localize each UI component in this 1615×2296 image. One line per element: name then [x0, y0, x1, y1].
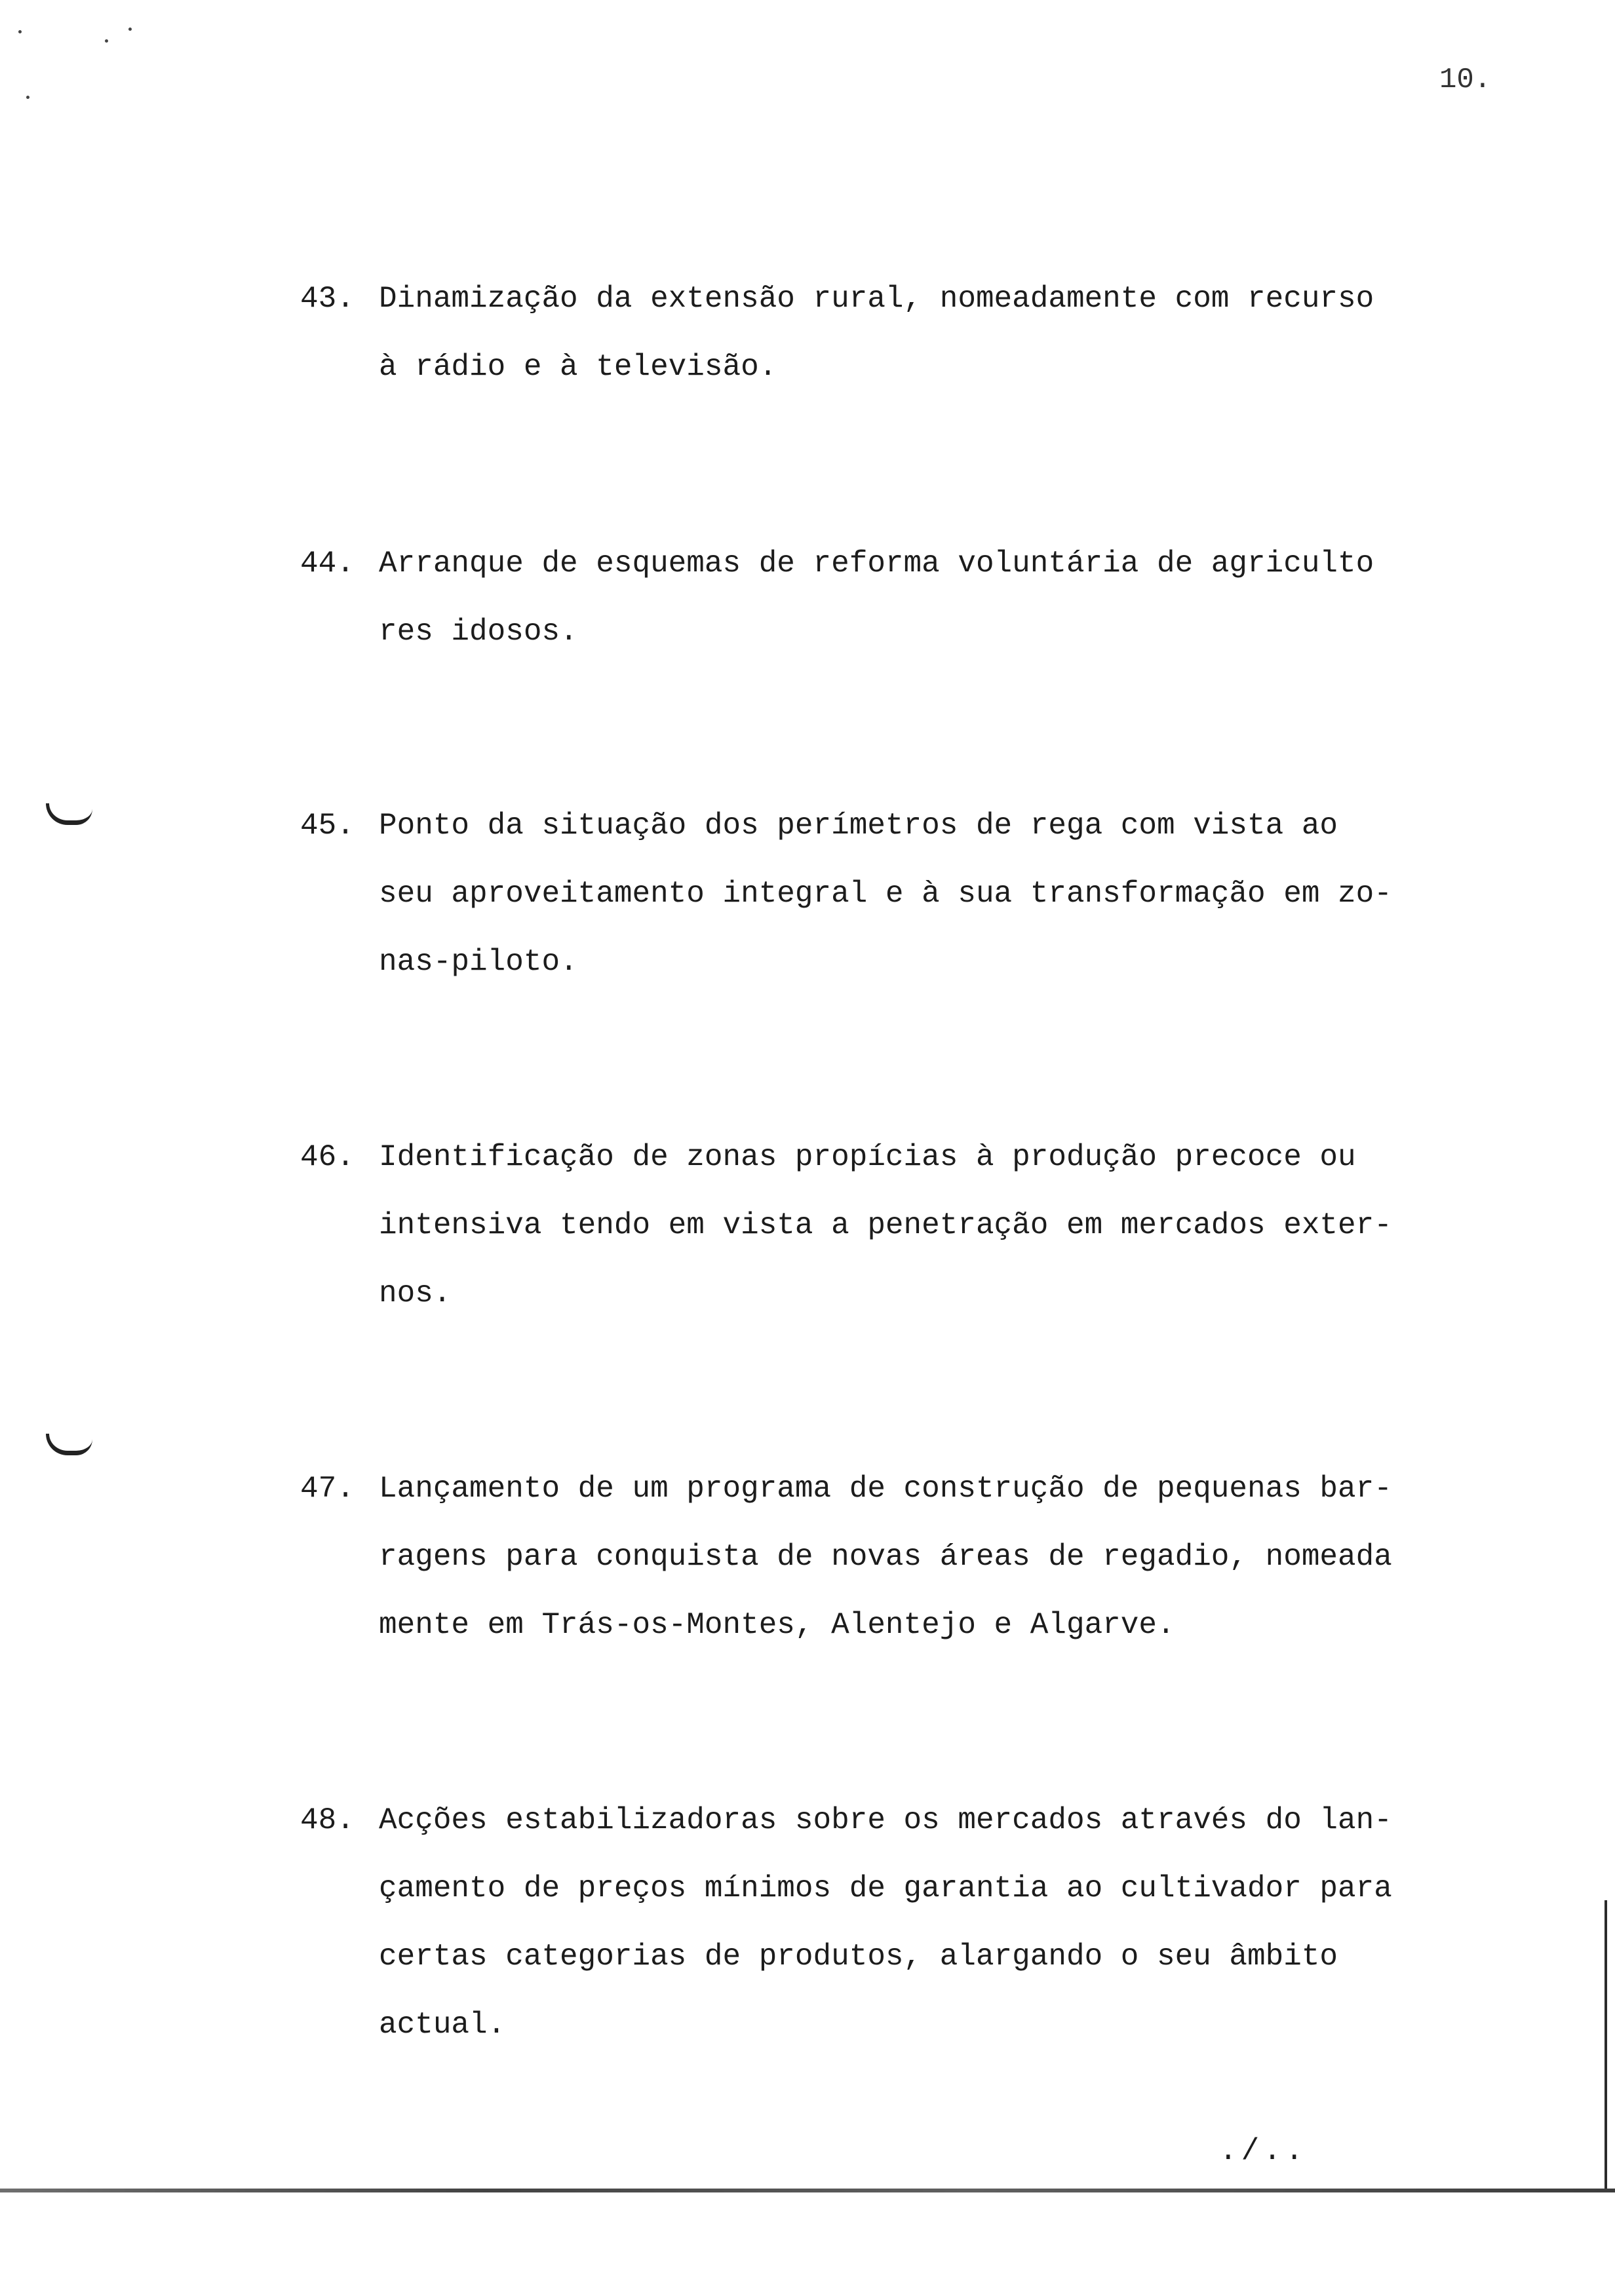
item-text-line: seu aproveitamento integral e à sua transformação em zo-	[379, 877, 1392, 911]
item-text-line: Lançamento de um programa de construção de pequenas bar-	[379, 1472, 1392, 1506]
item-number: 45.	[300, 809, 355, 843]
item-text-line: çamento de preços mínimos de garantia ao cultivador para	[379, 1871, 1392, 1905]
item-text-line: ragens para conquista de novas áreas de regadio, nomeada	[379, 1540, 1392, 1574]
list-item-47	[300, 1455, 1500, 1659]
item-number: 43.	[300, 282, 355, 316]
item-text-line: intensiva tendo em vista a penetração em mercados exter-	[379, 1208, 1392, 1242]
scan-speck	[128, 28, 132, 31]
list-item-46	[300, 1123, 1500, 1328]
binder-hole-mark	[46, 803, 92, 825]
item-text-line: res idosos.	[379, 615, 578, 649]
scan-speck	[105, 39, 108, 43]
item-text-line: à rádio e à televisão.	[379, 350, 777, 384]
scan-speck	[18, 30, 22, 33]
item-number: 47.	[300, 1472, 355, 1506]
scan-edge-line	[1605, 1900, 1607, 2189]
continuation-mark: ./..	[1219, 2134, 1308, 2168]
item-text-line: nas-piloto.	[379, 945, 578, 979]
scan-bottom-rule	[0, 2189, 1615, 2192]
item-text-line: Acções estabilizadoras sobre os mercados através do lan-	[379, 1803, 1392, 1837]
list-item-44	[300, 529, 1500, 666]
item-text-line: Dinamização da extensão rural, nomeadamente com recurso	[379, 282, 1374, 316]
list-item-43	[300, 265, 1500, 401]
binder-hole-mark	[46, 1434, 92, 1455]
item-text-line: actual.	[379, 2008, 506, 2042]
item-text-line: certas categorias de produtos, alargando o seu âmbito	[379, 1940, 1338, 1974]
page-number: 10.	[1439, 64, 1492, 96]
item-text-line: Identificação de zonas propícias à produção precoce ou	[379, 1140, 1356, 1174]
list-item-48	[300, 1786, 1500, 2059]
item-number: 46.	[300, 1140, 355, 1174]
list-item-45	[300, 792, 1500, 996]
item-text-line: Ponto da situação dos perímetros de rega com vista ao	[379, 809, 1338, 843]
scan-speck	[26, 96, 29, 99]
item-text-line: mente em Trás-os-Montes, Alentejo e Algarve.	[379, 1608, 1175, 1642]
item-number: 44.	[300, 546, 355, 581]
item-number: 48.	[300, 1803, 355, 1837]
item-text-line: nos.	[379, 1276, 452, 1311]
item-text-line: Arranque de esquemas de reforma voluntária de agriculto	[379, 546, 1374, 581]
